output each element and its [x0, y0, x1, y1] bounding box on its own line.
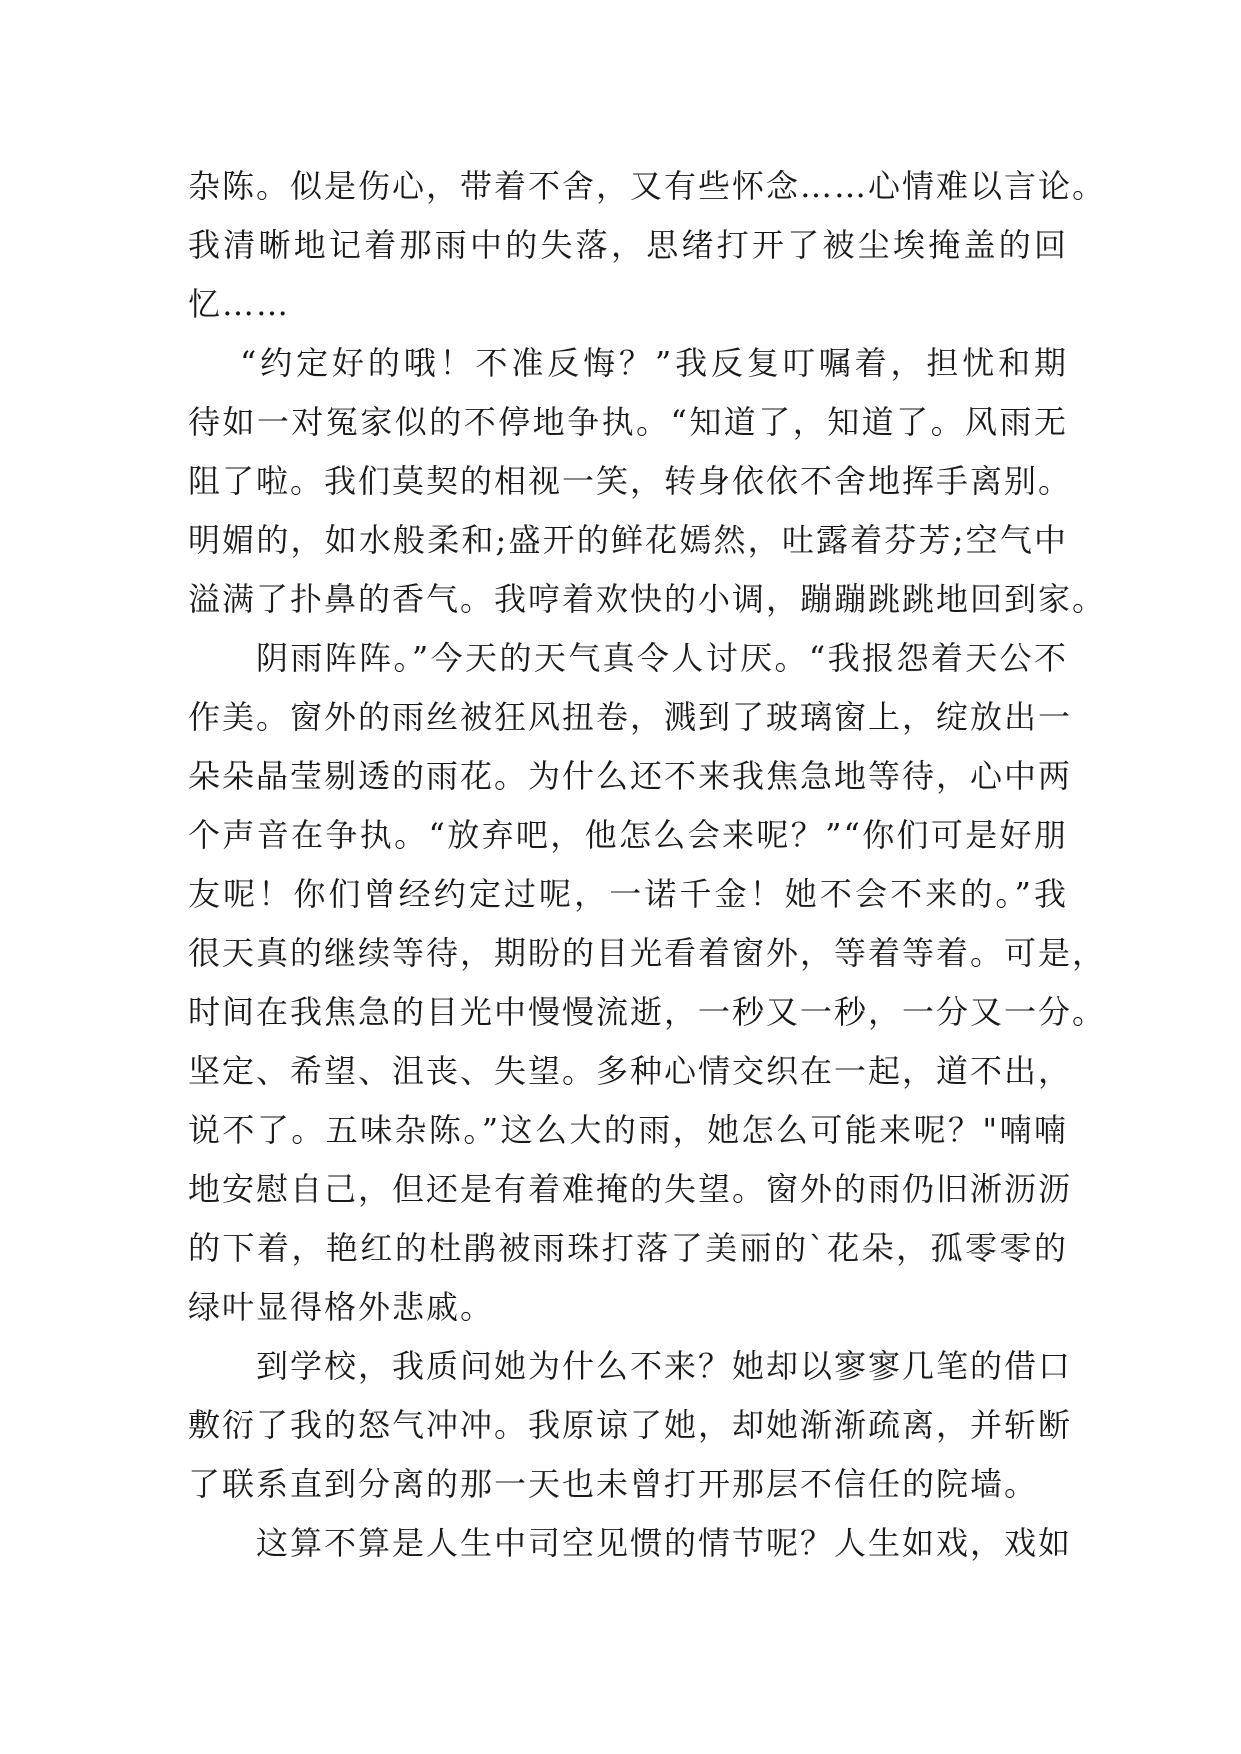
text-line: 阴雨阵阵。”今天的天气真令人讨厌。“我报怨着天公不 — [256, 639, 1068, 677]
text-line: 这算不算是人生中司空见惯的情节呢？人生如戏，戏如 — [256, 1524, 1073, 1562]
text-line: 绿叶显得格外悲戚。 — [188, 1288, 495, 1326]
text-line: 很天真的继续等待，期盼的目光看着窗外，等着等着。可是， — [188, 934, 1107, 972]
text-line: 我清晰地记着那雨中的失落，思绪打开了被尘埃掩盖的回 — [188, 226, 1068, 264]
text-line: 阻了啦。我们莫契的相视一笑，转身依依不舍地挥手离别。 — [188, 462, 1073, 500]
text-line: 到学校，我质问她为什么不来？她却以寥寥几笔的借口 — [256, 1347, 1073, 1385]
text-line: 坚定、希望、沮丧、失望。多种心情交织在一起，道不出， — [188, 1052, 1073, 1090]
text-line: 忆…… — [188, 285, 291, 323]
text-line: 作美。窗外的雨丝被狂风扭卷，溅到了玻璃窗上，绽放出一 — [188, 698, 1073, 736]
text-line: 了联系直到分离的那一天也未曾打开那层不信任的院墙。 — [188, 1465, 1039, 1503]
document-body — [188, 157, 1107, 1573]
text-line: 明媚的，如水般柔和;盛开的鲜花嫣然，吐露着芬芳;空气中 — [188, 521, 1068, 559]
text-line: 的下着，艳红的杜鹃被雨珠打落了美丽的`花朵，孤零零的 — [188, 1229, 1068, 1267]
text-line: 杂陈。似是伤心，带着不舍，又有些怀念……心情难以言论。 — [188, 167, 1107, 205]
text-line: 地安慰自己，但还是有着难掩的失望。窗外的雨仍旧淅沥沥 — [188, 1170, 1073, 1208]
text-line: 待如一对冤家似的不停地争执。“知道了，知道了。风雨无 — [188, 403, 1068, 441]
text-line: 时间在我焦急的目光中慢慢流逝，一秒又一秒，一分又一分。 — [188, 993, 1107, 1031]
text-line: 个声音在争执。“放弃吧，他怎么会来呢？”“你们可是好朋 — [188, 816, 1068, 854]
text-line: “约定好的哦！不准反悔？”我反复叮嘱着，担忧和期 — [240, 344, 1068, 382]
text-line: 敷衍了我的怒气冲冲。我原谅了她，却她渐渐疏离，并斩断 — [188, 1406, 1073, 1444]
text-line: 朵朵晶莹剔透的雨花。为什么还不来我焦急地等待，心中两 — [188, 757, 1073, 795]
text-line: 溢满了扑鼻的香气。我哼着欢快的小调，蹦蹦跳跳地回到家。 — [188, 580, 1107, 618]
text-line: 友呢！你们曾经约定过呢，一诺千金！她不会不来的。”我 — [188, 875, 1068, 913]
text-line: 说不了。五味杂陈。”这么大的雨，她怎么可能来呢？"喃喃 — [188, 1111, 1068, 1149]
